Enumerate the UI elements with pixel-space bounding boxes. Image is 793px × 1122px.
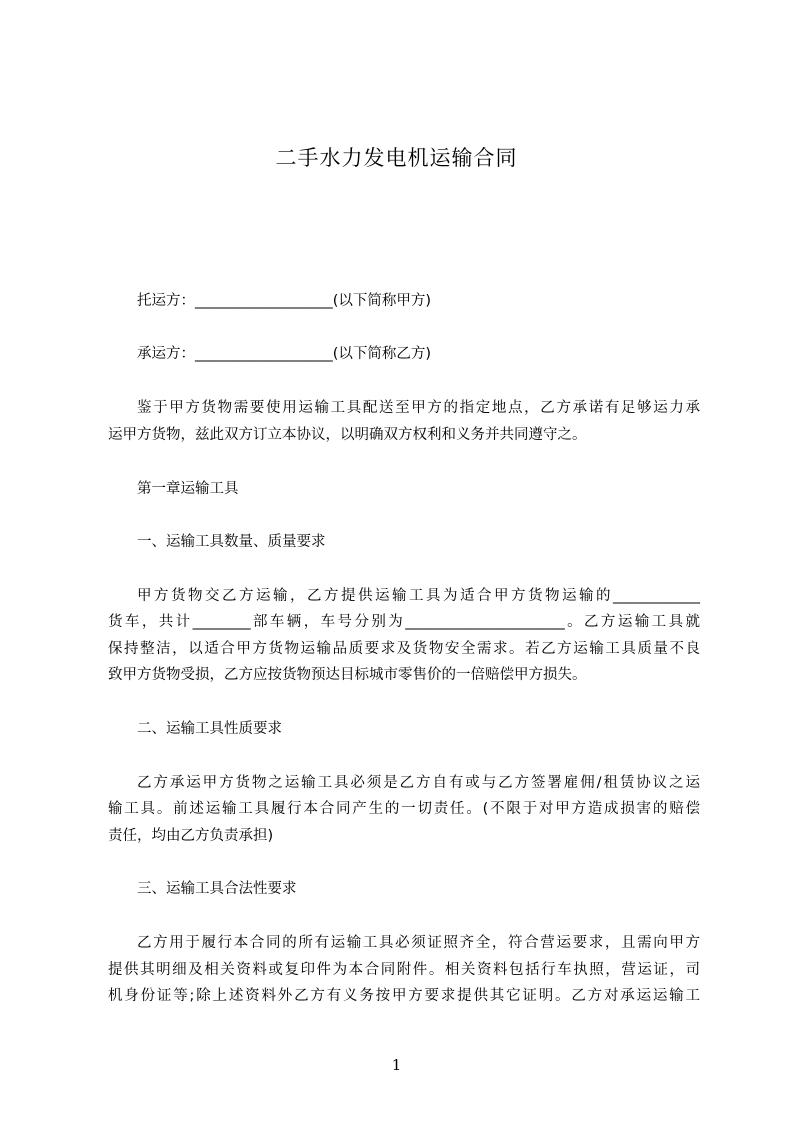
carrier-line: 承运方：___________________(以下简称乙方) [137,346,432,362]
section-heading: 三、运输工具合法性要求 [137,881,297,897]
paragraph-line: 输工具。前述运输工具履行本合同产生的一切责任。(不限于对甲方造成损害的赔偿 [108,801,700,817]
paragraph-line: 责任，均由乙方负责承担) [108,828,274,844]
paragraph-line: 提供其明细及相关资料或复印件为本合同附件。相关资料包括行车执照，营运证，司 [108,962,700,978]
preamble-line: 鉴于甲方货物需要使用运输工具配送至甲方的指定地点，乙方承诺有足够运力承 [137,400,700,416]
chapter-heading: 第一章运输工具 [137,481,239,497]
paragraph-line: 乙方承运甲方货物之运输工具必须是乙方自有或与乙方签署雇佣/租赁协议之运 [137,775,700,791]
paragraph-line: 保持整洁，以适合甲方货物运输品质要求及货物安全需求。若乙方运输工具质量不良 [108,641,700,657]
shipper-line: 托运方：___________________(以下简称甲方) [137,293,432,309]
paragraph-line: 货车，共计________部车辆，车号分别为______________________。乙方运输工具就 [108,614,700,630]
document-title: 二手水力发电机运输合同 [275,146,518,170]
preamble-line: 运甲方货物，兹此双方订立本协议，以明确双方权利和义务并共同遵守之。 [108,427,587,443]
paragraph-line: 机身份证等;除上述资料外乙方有义务按甲方要求提供其它证明。乙方对承运运输工 [108,988,700,1004]
section-heading: 二、运输工具性质要求 [137,721,282,737]
paragraph-line: 乙方用于履行本合同的所有运输工具必须证照齐全，符合营运要求，且需向甲方 [137,935,700,951]
section-heading: 一、运输工具数量、质量要求 [137,534,326,550]
paragraph-line: 甲方货物交乙方运输，乙方提供运输工具为适合甲方货物运输的____________ [137,588,700,604]
page-number: 1 [391,1056,402,1074]
paragraph-line: 致甲方货物受损，乙方应按货物预达目标城市零售价的一倍赔偿甲方损失。 [108,667,587,683]
